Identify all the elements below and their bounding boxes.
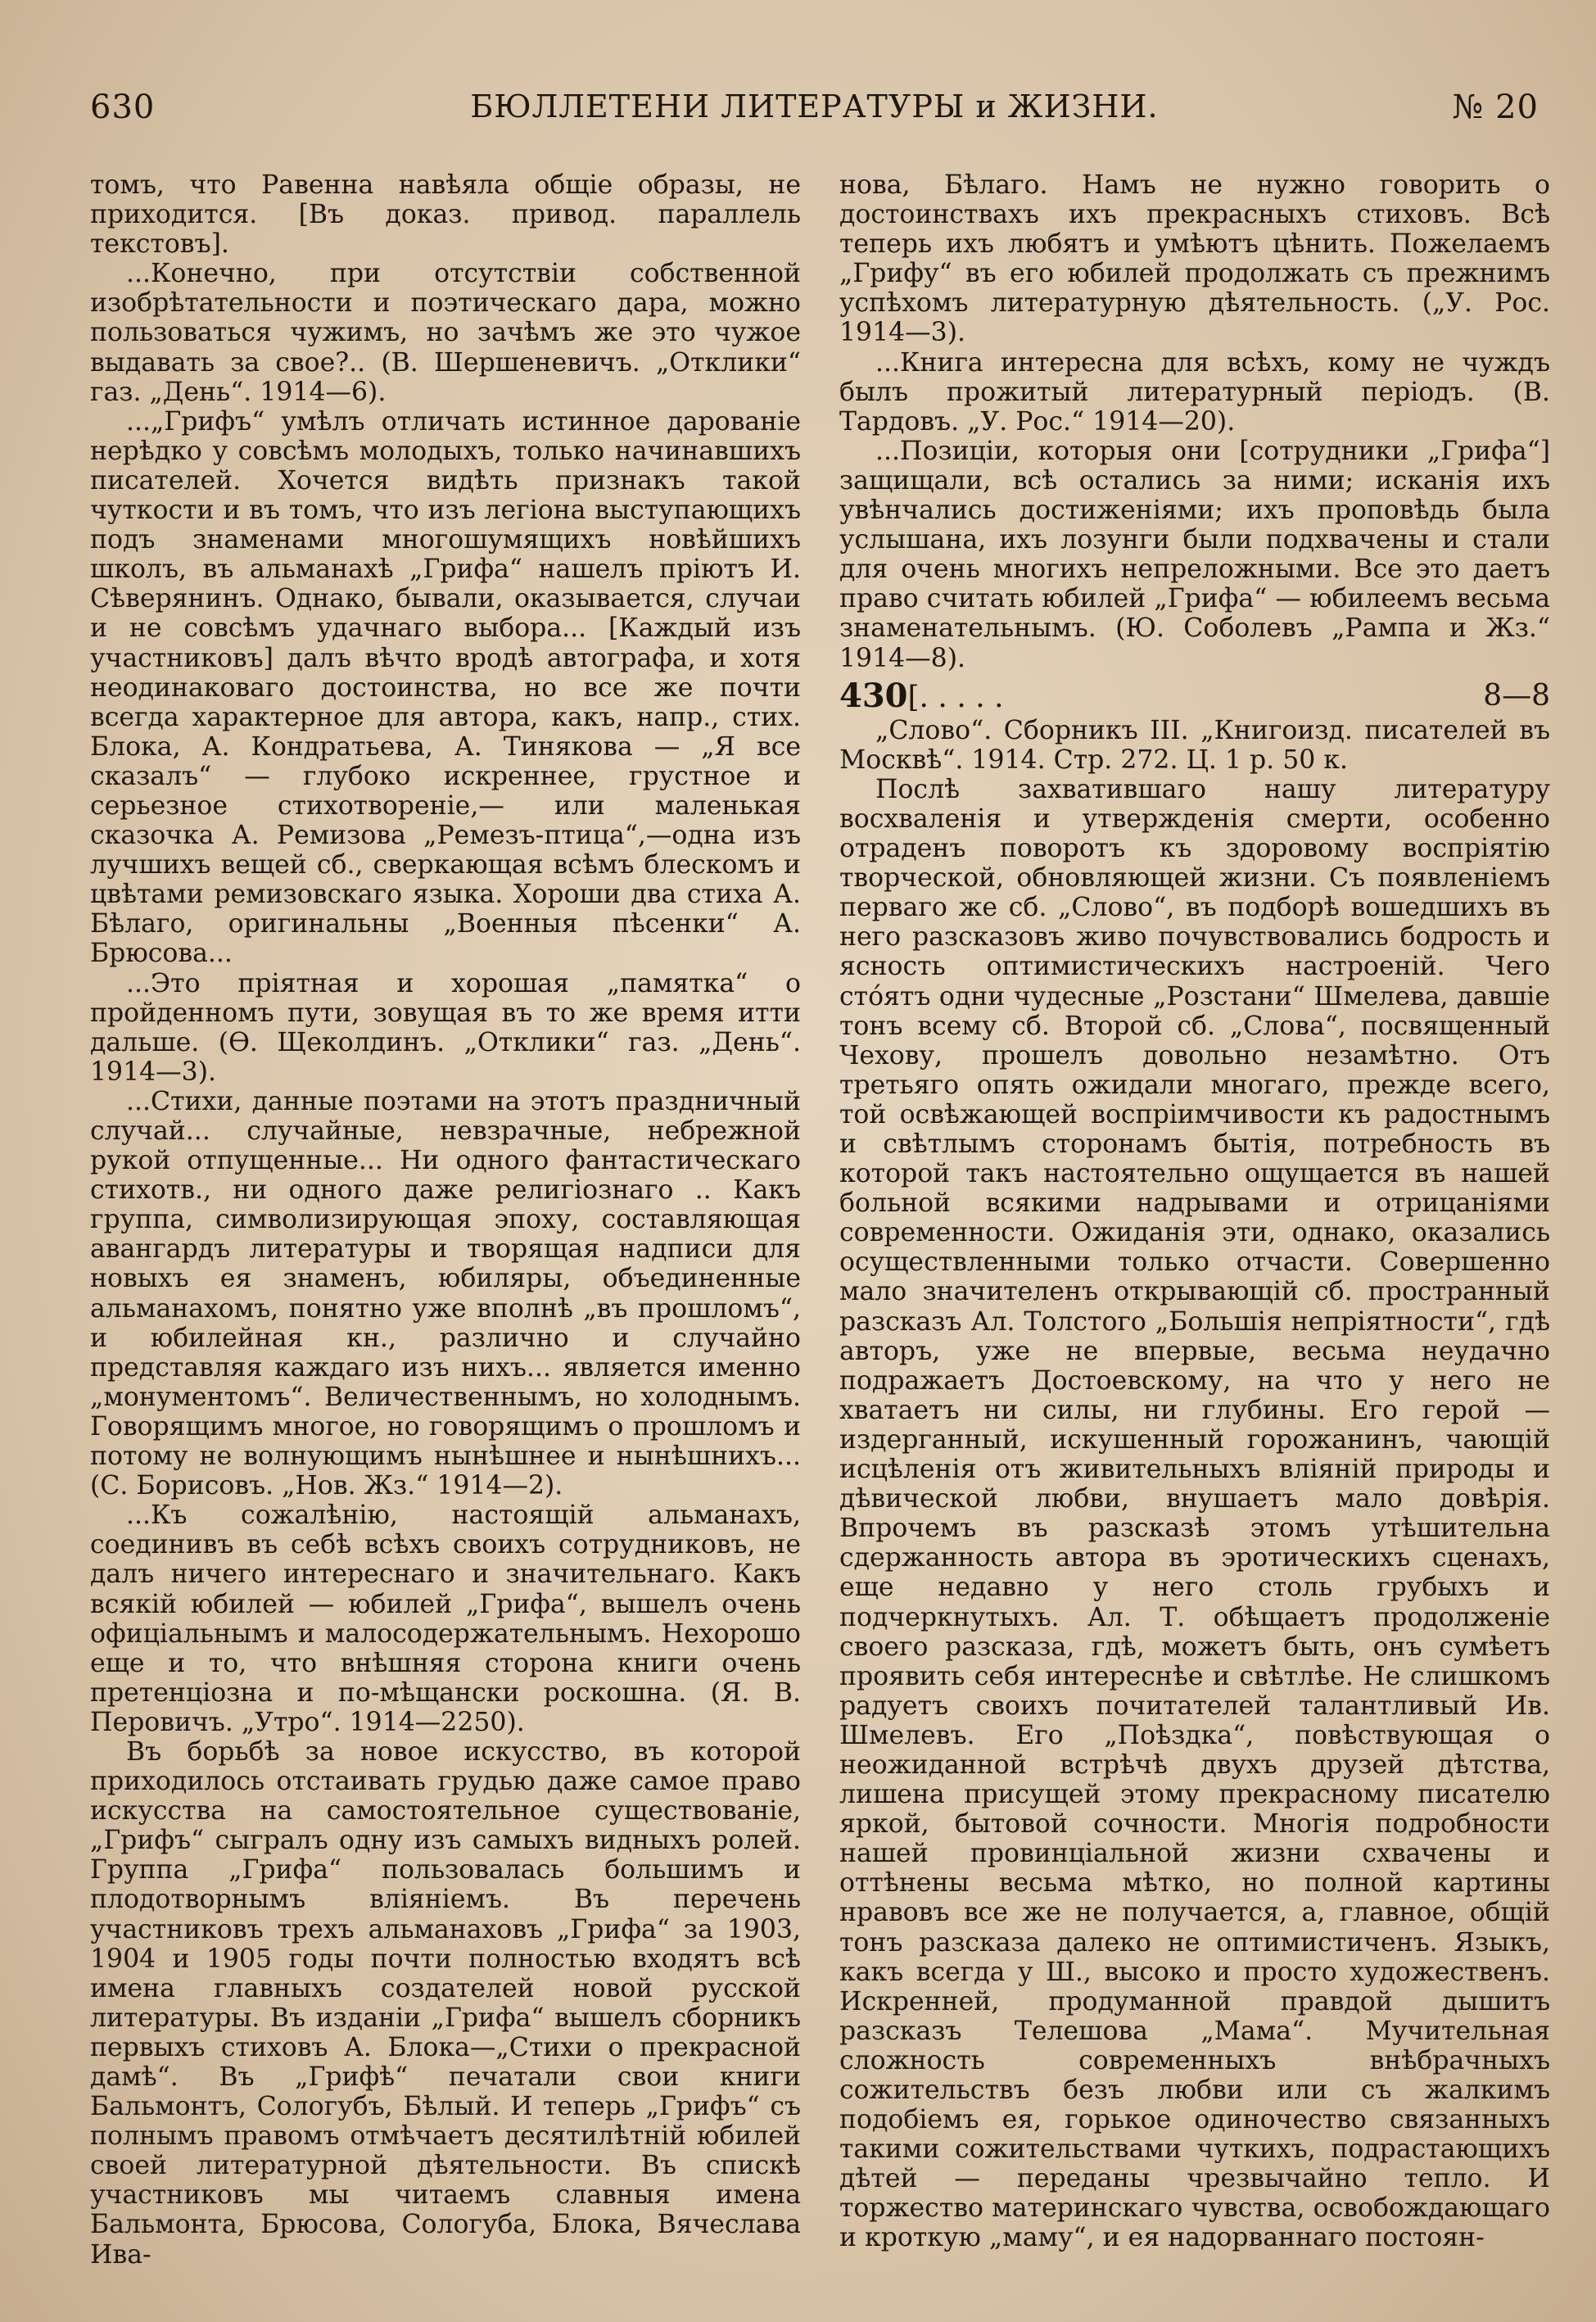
left-paragraph-7: Въ борьбѣ за новое искусство, въ которой приходилось отстаивать грудью даже самое право искусства на самостоятельное существованiе, „Грифъ“ сыгралъ одну изъ самыхъ видныхъ ролей. Группа „Грифа“ пользовалась большимъ и плодотворнымъ влiянiемъ. Въ перечень участниковъ трехъ альманаховъ „Грифа“ за 1903, 1904 и 1905 годы почти полностью входятъ всѣ имена главныхъ создателей новой русской литературы. Въ изданiи „Грифа“ вышелъ сборникъ первыхъ стиховъ А. Блока—„Стихи о прекрасной дамѣ“. Въ „Грифѣ“ печатали свои книги Бальмонтъ, Сологубъ, Бѣлый. И теперь „Грифъ“ съ полнымъ правомъ отмѣчаетъ десятилѣтнiй юбилей своей литературной дѣятельности. Въ спискѣ участниковъ мы читаемъ славныя имена Бальмонта, Брюсова, Сологуба, Блока, Вячеслава Ива- [90,1736,801,2270]
book-citation: „Слово“. Сборникъ III. „Книгоизд. писателей въ Москвѣ“. 1914. Стр. 272. Ц. 1 р. 50 к. [839,715,1550,775]
right-paragraph-3: ...Позицiи, которыя они [сотрудники „Грифа“] защищали, всѣ остались за ними; исканiя ихъ увѣнчались достиженiями; ихъ проповѣдь была услышана, ихъ лозунги были подхвачены и стали для очень многихъ непреложными. Все это даетъ право считать юбилей „Грифа“ — юбилеемъ весьма знаменательнымъ. (Ю. Соболевъ „Рампа и Жз.“ 1914—8). [839,436,1550,673]
left-paragraph-3: ...„Грифъ“ умѣлъ отличать истинное дарованiе нерѣдко у совсѣмъ молодыхъ, только начинавшихъ писателей. Хочется видѣть признакъ такой чуткости и въ томъ, что изъ легiона выступающихъ подъ знаменами многошумящихъ новѣйшихъ школъ, въ альманахѣ „Грифа“ нашелъ прiютъ И. Сѣверянинъ. Однако, бывали, оказывается, случаи и не совсѣмъ удачнаго выбора... [Каждый изъ участниковъ] далъ вѣчто вродѣ автографа, и хотя неодинаковаго достоинства, но все же почти всегда характерное для автора, какъ, напр., стих. Блока, А. Кондратьева, А. Тинякова — „Я все сказалъ“ — глубоко искреннее, грустное и серьезное стихотворенiе,— или маленькая сказочка А. Ремизова „Ремезъ-птица“,—одна изъ лучшихъ вещей сб., сверкающая всѣмъ блескомъ и цвѣтами ремизовскаго языка. Хороши два стиха А. Бѣлаго, оригинальны „Военныя пѣсенки“ А. Брюсова... [90,406,801,969]
page-number: 630 [90,88,156,126]
running-title: БЮЛЛЕТЕНИ ЛИТЕРАТУРЫ и ЖИЗНИ. [470,88,1159,124]
left-paragraph-1: томъ, что Равенна навѣяла общiе образы, не приходится. [Въ доказ. привод. параллель текстовъ]. [90,170,801,260]
issue-number: № 20 [1452,88,1539,126]
left-column [90,170,801,2270]
record-heading [839,676,1550,715]
record-code: 8—8 [1483,678,1550,713]
left-paragraph-6: ...Къ сожалѣнiю, настоящiй альманахъ, соединивъ въ себѣ всѣхъ своихъ сотрудниковъ, не далъ ничего интереснаго и значительнаго. Какъ всякiй юбилей — юбилей „Грифа“, вышелъ очень офицiальнымъ и малосодержательнымъ. Нехорошо еще и то, что внѣшняя сторона книги очень претенцiозна и по-мѣщански роскошна. (Я. В. Перовичъ. „Утро“. 1914—2250). [90,1500,801,1737]
right-paragraph-2: ...Книга интересна для всѣхъ, кому не чуждъ былъ прожитый литературный перiодъ. (В. Тардовъ. „У. Рос.“ 1914—20). [839,347,1550,437]
right-column [839,170,1550,2253]
record-number: 430 [839,676,908,715]
review-text: Послѣ захватившаго нашу литературу восхваленiя и утвержденiя смерти, особенно отраденъ поворотъ къ здоровому воспрiятiю творческой, обновляющей жизни. Съ появленiемъ перваго же сб. „Слово“, въ подборѣ вошедшихъ въ него разсказовъ живо почувствовались бодрость и ясность оптимистическихъ настроенiй. Чего стóятъ одни чудесные „Розстани“ Шмелева, давшiе тонъ всему сб. Второй сб. „Слова“, посвященный Чехову, прошелъ довольно незамѣтно. Отъ третьяго опять ожидали многаго, прежде всего, той освѣжающей воспрiимчивости къ радостнымъ и свѣтлымъ сторонамъ бытiя, потребность въ которой такъ настоятельно ощущается въ нашей больной всякими надрывами и отрицанiями современности. Ожиданiя эти, однако, оказались осуществленными только отчасти. Совершенно мало значителенъ открывающiй сб. пространный разсказъ Ал. Толстого „Большiя непрiятности“, гдѣ авторъ, уже не впервые, весьма неудачно подражаетъ Достоевскому, на что у него не хватаетъ ни силы, ни глубины. Его герой — издерганный, искушенный горожанинъ, чающiй исцѣленiя отъ живительныхъ влiянiй природы и дѣвической любви, внушаетъ мало довѣрiя. Впрочемъ въ разсказѣ этомъ утѣшительна сдержанность автора въ эротическихъ сценахъ, еще недавно у него столь грубыхъ и подчеркнутыхъ. Ал. Т. обѣщаетъ продолженiе своего разсказа, гдѣ, можетъ быть, онъ сумѣетъ проявить себя интереснѣе и свѣтлѣе. Не слишкомъ радуетъ своихъ почитателей талантливый Ив. Шмелевъ. Его „Поѣздка“, повѣствующая о неожиданной встрѣчѣ двухъ друзей дѣтства, лишена присущей этому прекрасному писателю яркой, бытовой сочности. Многiя подробности нашей провинцiальной жизни схвачены и оттѣнены весьма мѣтко, но полной картины нравовъ все же не получается, а, главное, общiй тонъ разсказа далеко не оптимистиченъ. Языкъ, какъ всегда у Ш., высоко и просто художественъ. Искренней, продуманной правдой дышитъ разсказъ Телешова „Мама“. Мучительная сложность современныхъ внѣбрачныхъ сожительствъ безъ любви или съ жалкимъ подобiемъ ея, горькое одиночество связанныхъ такими сожительствами чуткихъ, подрастающихъ дѣтей — переданы чрезвычайно тепло. И торжество материнскаго чувства, освобождающаго и кроткую „маму“, и ея надорваннаго постоян- [839,774,1550,2253]
left-paragraph-2: ...Конечно, при отсутствiи собственной изобрѣтательности и поэтическаго дара, можно пользоваться чужимъ, но зачѣмъ же это чужое выдавать за свое?.. (В. Шершеневичъ. „Отклики“ газ. „День“. 1914—6). [90,259,801,407]
page-header [90,88,1539,138]
left-paragraph-4: ...Это прiятная и хорошая „памятка“ о пройденномъ пути, зовущая въ то же время итти дальше. (Ѳ. Щеколдинъ. „Отклики“ газ. „День“. 1914—3). [90,968,801,1087]
record-marks: [. . . . . [907,680,1004,714]
right-paragraph-1: нова, Бѣлаго. Намъ не нужно говорить о достоинствахъ ихъ прекрасныхъ стиховъ. Всѣ теперь ихъ любятъ и умѣютъ цѣнить. Пожелаемъ „Грифу“ въ его юбилей продолжать съ прежнимъ успѣхомъ литературную дѣятельность. („У. Рос. 1914—3). [839,170,1550,348]
left-paragraph-5: ...Стихи, данные поэтами на этотъ праздничный случай... случайные, невзрачные, небрежной рукой отпущенные... Ни одного фантастическаго стихотв., ни одного даже религiознаго .. Какъ группа, символизирующая эпоху, составляющая авангардъ литературы и творящая надписи для новыхъ ея знаменъ, юбиляры, объединенные альманахомъ, понятно уже вполнѣ „въ прошломъ“, и юбилейная кн., различно и случайно представляя каждаго изъ нихъ... является именно „монументомъ“. Величественнымъ, но холоднымъ. Говорящимъ многое, но говорящимъ о прошломъ и потому не волнующимъ нынѣшнее и нынѣшнихъ... (С. Борисовъ. „Нов. Жз.“ 1914—2). [90,1086,801,1501]
